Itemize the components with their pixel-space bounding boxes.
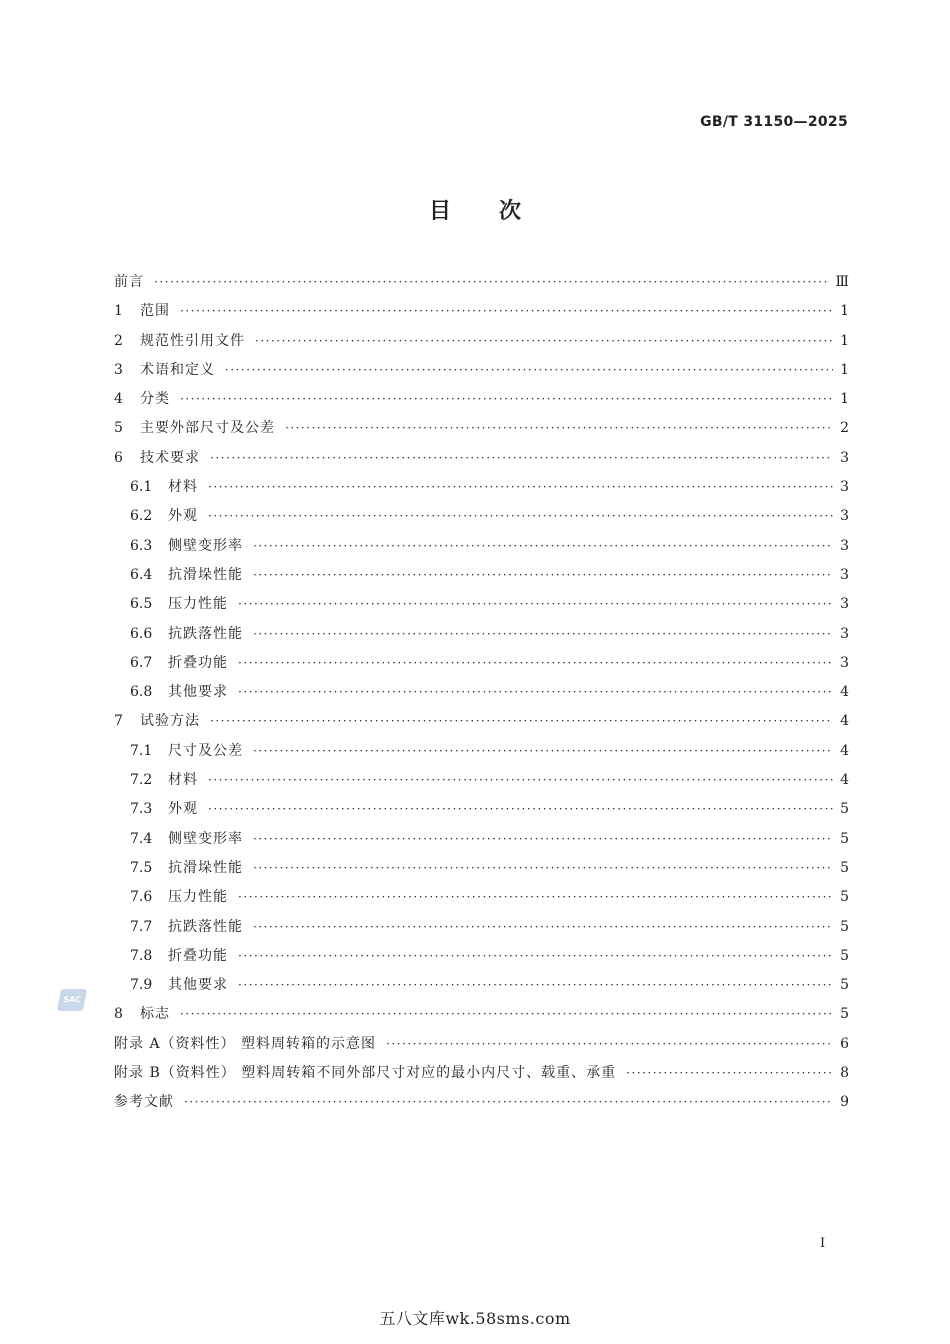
toc-entry-page: 5 [840,859,849,876]
toc-entry-label: 主要外部尺寸及公差 [140,420,275,437]
toc-entry-label: 外观 [168,801,198,818]
toc-entry-label: 侧壁变形率 [168,537,243,554]
dot-leader [253,620,833,649]
dot-leader [238,971,833,1000]
dot-leader [253,561,833,590]
dot-leader [238,590,833,619]
toc-entry-page: 1 [840,361,849,378]
dot-leader [626,1059,833,1088]
dot-leader [285,414,833,443]
toc-entry-label: 抗跌落性能 [168,625,243,642]
toc-entry-label: 尺寸及公差 [168,742,243,759]
toc-entry-label: 试验方法 [140,713,200,730]
dot-leader [386,1030,833,1059]
toc-entry-page: 5 [840,801,849,818]
toc-entry-number: 7.6 [130,889,153,906]
toc-entry-number: 7.2 [130,772,153,789]
toc-entry-page: 5 [840,918,849,935]
toc-entry-label: 材料 [168,479,198,496]
toc-entry-label: 压力性能 [168,596,228,613]
toc-entry-page: 5 [840,1006,849,1023]
toc-entry[interactable] [114,385,849,414]
toc-entry-page: 6 [840,1035,849,1052]
toc-entry-page: 1 [840,303,849,320]
toc-entry-page: 4 [840,772,849,789]
toc-entry-number: 6.5 [130,596,153,613]
toc-entry-label: 标志 [140,1006,170,1023]
dot-leader [238,649,833,678]
toc-entry-number: 6.1 [130,479,153,496]
toc-entry-label: 参考文献 [114,1094,174,1111]
dot-leader [238,883,833,912]
toc-entry[interactable] [114,620,849,649]
dot-leader [208,473,833,502]
toc-entry[interactable] [114,1088,849,1117]
toc-entry[interactable] [114,649,849,678]
page-title [0,194,950,225]
dot-leader [154,268,829,297]
standard-code: GB/T 31150—2025 [700,114,848,130]
toc-entry[interactable] [114,1059,849,1088]
toc-entry-label: 其他要求 [168,684,228,701]
toc-entry[interactable] [114,268,849,297]
toc-entry[interactable] [114,913,849,942]
toc-entry-label: 附录 B（资料性） 塑料周转箱不同外部尺寸对应的最小内尺寸、载重、承重 [114,1065,617,1082]
dot-leader [253,913,833,942]
toc-entry-number: 6.6 [130,625,153,642]
toc-entry-page: 3 [840,566,849,583]
toc-entry[interactable] [114,297,849,326]
toc-entry-label: 折叠功能 [168,947,228,964]
toc-entry[interactable] [114,327,849,356]
dot-leader [238,942,833,971]
toc-entry[interactable] [114,795,849,824]
toc-entry-label: 前言 [114,274,144,290]
toc-entry-page: 3 [840,537,849,554]
toc-entry-number: 6.7 [130,654,153,671]
toc-entry[interactable] [114,356,849,385]
toc-entry-number: 1 [114,303,123,320]
toc-entry-page: 3 [840,596,849,613]
toc-entry[interactable] [114,883,849,912]
toc-entry[interactable] [114,942,849,971]
dot-leader [253,854,833,883]
toc-entry-number: 6 [114,449,123,466]
toc-entry[interactable] [114,678,849,707]
dot-leader [253,825,833,854]
toc-entry-label: 术语和定义 [140,361,215,378]
toc-entry-number: 3 [114,361,123,378]
toc-entry-page: 5 [840,977,849,994]
toc-entry-page: 3 [840,654,849,671]
toc-entry-number: 7.9 [130,977,153,994]
toc-entry-label: 压力性能 [168,889,228,906]
toc-entry-label: 折叠功能 [168,654,228,671]
toc-entry-page: 3 [840,508,849,525]
dot-leader [253,737,833,766]
toc-entry-label: 材料 [168,772,198,789]
toc-entry[interactable] [114,707,849,736]
toc-entry-number: 4 [114,391,123,408]
toc-entry-number: 6.8 [130,684,153,701]
toc-entry-number: 7.5 [130,859,153,876]
toc-entry[interactable] [114,473,849,502]
toc-entry-label: 抗滑垛性能 [168,566,243,583]
toc-entry-page: 5 [840,889,849,906]
toc-entry-label: 技术要求 [140,449,200,466]
toc-entry-number: 6.3 [130,537,153,554]
dot-leader [238,678,833,707]
dot-leader [225,356,833,385]
toc-entry-page: 5 [840,947,849,964]
toc-entry-number: 7.4 [130,830,153,847]
toc-entry-label: 抗跌落性能 [168,918,243,935]
toc-entry-number: 5 [114,420,123,437]
toc-entry-page: 3 [840,625,849,642]
toc-entry-label: 规范性引用文件 [140,332,245,349]
toc-entry-page: 1 [840,332,849,349]
toc-entry-page: 2 [840,420,849,437]
toc-entry-number: 7.8 [130,947,153,964]
toc-entry-page: 9 [840,1094,849,1111]
toc-entry[interactable] [114,502,849,531]
toc-entry-number: 6.2 [130,508,153,525]
toc-entry-number: 7.3 [130,801,153,818]
toc-entry[interactable] [114,825,849,854]
toc-entry-page: 5 [840,830,849,847]
sac-logo: SAC [57,989,87,1011]
toc-entry-page: 4 [840,684,849,701]
toc-entry-label: 侧壁变形率 [168,830,243,847]
title-char-1: 目 [428,199,451,224]
toc-entry-number: 7 [114,713,123,730]
toc-entry-page: 8 [840,1065,849,1082]
footer-page-number: I [820,1236,826,1251]
toc-entry[interactable] [114,1030,849,1059]
toc-entry-label: 附录 A（资料性） 塑料周转箱的示意图 [114,1035,377,1052]
toc-entry-number: 8 [114,1006,123,1023]
dot-leader [184,1088,833,1117]
toc-entry-label: 分类 [140,391,170,408]
table-of-contents [114,268,849,1118]
toc-entry-label: 范围 [140,303,170,320]
toc-entry-page: Ⅲ [835,274,849,290]
toc-entry[interactable] [114,971,849,1000]
dot-leader [180,385,833,414]
toc-entry[interactable] [114,737,849,766]
toc-entry-label: 外观 [168,508,198,525]
dot-leader [253,532,833,561]
toc-entry[interactable] [114,414,849,443]
title-char-2: 次 [499,199,522,224]
dot-leader [210,707,833,736]
dot-leader [208,766,833,795]
toc-entry[interactable] [114,590,849,619]
dot-leader [180,1000,833,1029]
toc-entry[interactable] [114,561,849,590]
dot-leader [180,297,833,326]
toc-entry-label: 抗滑垛性能 [168,859,243,876]
toc-entry[interactable] [114,1000,849,1029]
toc-entry-number: 7.1 [130,742,153,759]
toc-entry[interactable] [114,854,849,883]
dot-leader [255,327,833,356]
toc-entry-page: 4 [840,713,849,730]
toc-entry[interactable] [114,444,849,473]
toc-entry-number: 7.7 [130,918,153,935]
dot-leader [208,502,833,531]
toc-entry-page: 1 [840,391,849,408]
dot-leader [210,444,833,473]
dot-leader [208,795,833,824]
toc-entry-page: 4 [840,742,849,759]
toc-entry[interactable] [114,532,849,561]
toc-entry-label: 其他要求 [168,977,228,994]
toc-entry-number: 2 [114,332,123,349]
toc-entry-page: 3 [840,479,849,496]
toc-entry[interactable] [114,766,849,795]
watermark-text: 五八文库wk.58sms.com [379,1309,571,1328]
toc-entry-number: 6.4 [130,566,153,583]
toc-entry-page: 3 [840,449,849,466]
